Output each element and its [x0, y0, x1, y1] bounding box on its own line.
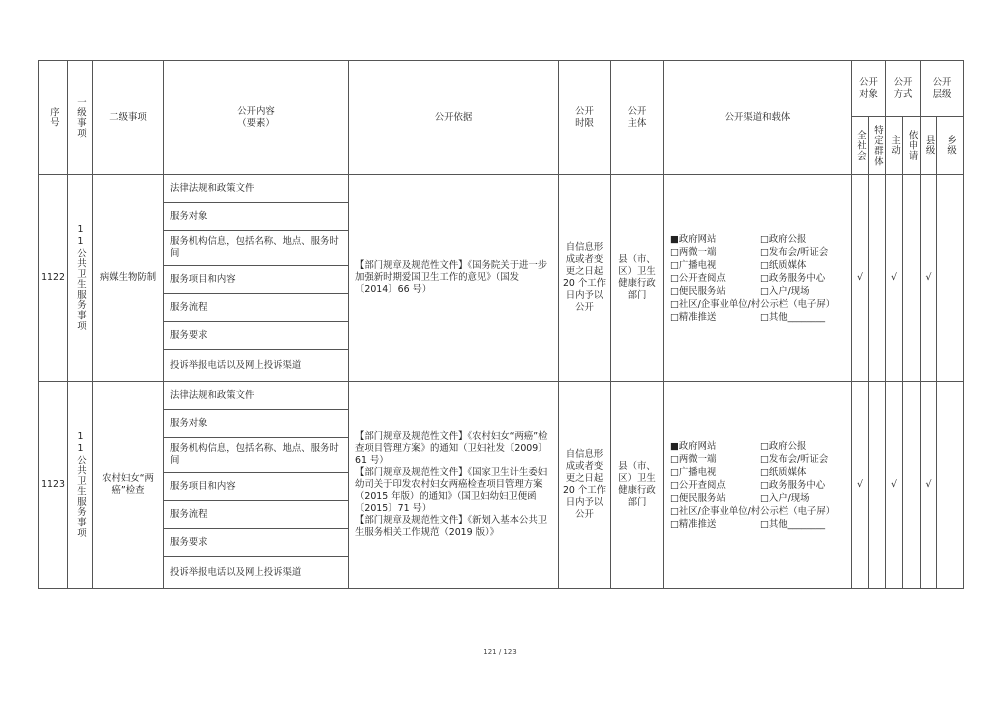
- table-row: [39, 175, 964, 203]
- content-item: 投诉举报电话以及网上投诉渠道: [164, 350, 349, 382]
- content-item: 服务流程: [164, 501, 349, 529]
- page-number: 121 / 123: [483, 648, 517, 656]
- method-active-mark: √: [886, 382, 903, 589]
- channel-option: □入户/现场: [760, 492, 810, 504]
- header-object: 公开 对象: [852, 61, 886, 117]
- level1-cell: 11公共卫生服务事项: [68, 382, 93, 589]
- header-method-request: 依申请: [903, 117, 921, 175]
- obj-all-mark: √: [852, 175, 869, 382]
- obj-all-mark: √: [852, 382, 869, 589]
- header-content: 公开内容 （要素）: [164, 61, 349, 175]
- method-active-mark: √: [886, 175, 903, 382]
- channel-option: ■政府网站: [670, 233, 717, 245]
- content-item: 服务项目和内容: [164, 473, 349, 501]
- content-item: 服务对象: [164, 203, 349, 231]
- channel-option: □纸质媒体: [760, 259, 807, 271]
- header-row-1: [39, 61, 964, 117]
- content-item: 服务项目和内容: [164, 266, 349, 294]
- content-item: 服务机构信息，包括名称、地点、服务时间: [164, 231, 349, 266]
- channel-option: □其他________: [760, 518, 826, 530]
- header-level2: 二级事项: [93, 61, 164, 175]
- method-request-mark: [903, 175, 921, 382]
- channel-option: □公开查阅点: [670, 272, 726, 284]
- header-basis: 公开依据: [349, 61, 559, 175]
- header-seq: 序号: [39, 61, 68, 175]
- channel-option: □政务服务中心: [760, 479, 826, 491]
- header-obj-all: 全社会: [852, 117, 869, 175]
- level2-cell: 农村妇女“两癌”检查: [93, 382, 164, 589]
- content-item: 服务要求: [164, 529, 349, 557]
- channel-option: □入户/现场: [760, 285, 810, 297]
- header-method-active: 主动: [886, 117, 903, 175]
- channel-option: □社区/企事业单位/村公示栏（电子屏）: [670, 298, 836, 310]
- table-row: [39, 382, 964, 410]
- channel-option: □政府公报: [760, 440, 807, 452]
- channel-option: □便民服务站: [670, 285, 726, 297]
- header-level: 公开 层级: [921, 61, 964, 117]
- channel-option: □政府公报: [760, 233, 807, 245]
- level-township-mark: [937, 175, 964, 382]
- channel-option: □其他________: [760, 311, 826, 323]
- timelimit-cell: 自信息形成或者变更之日起 20 个工作日内予以公开: [559, 175, 611, 382]
- level1-cell: 11公共卫生服务事项: [68, 175, 93, 382]
- channel-option: □便民服务站: [670, 492, 726, 504]
- header-level-county: 县级: [921, 117, 937, 175]
- timelimit-cell: 自信息形成或者变更之日起 20 个工作日内予以公开: [559, 382, 611, 589]
- content-item: 服务要求: [164, 322, 349, 350]
- channels-cell: [664, 175, 852, 382]
- basis-cell: 【部门规章及规范性文件】《国务院关于进一步加强新时期爱国卫生工作的意见》（国发〔2014〕66 号）: [349, 175, 559, 382]
- subject-cell: 县（市、区）卫生健康行政部门: [611, 382, 664, 589]
- seq-cell: 1123: [39, 382, 68, 589]
- subject-cell: 县（市、区）卫生健康行政部门: [611, 175, 664, 382]
- content-item: 服务对象: [164, 410, 349, 438]
- channel-option: □广播电视: [670, 259, 717, 271]
- channel-option: □政务服务中心: [760, 272, 826, 284]
- channel-option: □精准推送: [670, 311, 717, 323]
- level-township-mark: [937, 382, 964, 589]
- channel-option: □发布会/听证会: [760, 453, 829, 465]
- content-item: 投诉举报电话以及网上投诉渠道: [164, 557, 349, 589]
- disclosure-table: [38, 60, 964, 589]
- header-obj-specific: 特定群体: [869, 117, 886, 175]
- header-subject: 公开 主体: [611, 61, 664, 175]
- content-item: 法律法规和政策文件: [164, 175, 349, 203]
- content-item: 法律法规和政策文件: [164, 382, 349, 410]
- channel-option: □精准推送: [670, 518, 717, 530]
- content-item: 服务流程: [164, 294, 349, 322]
- header-level-township: 乡级: [937, 117, 964, 175]
- seq-cell: 1122: [39, 175, 68, 382]
- header-method: 公开 方式: [886, 61, 921, 117]
- basis-cell: 【部门规章及规范性文件】《农村妇女“两癌”检查项目管理方案》的通知（卫妇社发〔2009〕61 号） 【部门规章及规范性文件】《国家卫生计生委妇幼司关于印发农村妇女两癌检查项目管理方案（2015 年版）的通知》（国卫妇幼妇卫便函〔2015〕71 号） 【部门规章及规范性文件】《新划入基本公共卫生服务相关工作规范（2019 版）》: [349, 382, 559, 589]
- channel-option: □纸质媒体: [760, 466, 807, 478]
- channels-cell: [664, 382, 852, 589]
- level2-cell: 病媒生物防制: [93, 175, 164, 382]
- obj-specific-mark: [869, 382, 886, 589]
- method-request-mark: [903, 382, 921, 589]
- header-channels: 公开渠道和载体: [664, 61, 852, 175]
- obj-specific-mark: [869, 175, 886, 382]
- level-county-mark: √: [921, 175, 937, 382]
- channel-option: ■政府网站: [670, 440, 717, 452]
- channel-option: □两微一端: [670, 246, 717, 258]
- channel-option: □两微一端: [670, 453, 717, 465]
- header-timelimit: 公开 时限: [559, 61, 611, 175]
- channel-option: □广播电视: [670, 466, 717, 478]
- channel-option: □公开查阅点: [670, 479, 726, 491]
- channel-option: □社区/企事业单位/村公示栏（电子屏）: [670, 505, 836, 517]
- level-county-mark: √: [921, 382, 937, 589]
- channel-option: □发布会/听证会: [760, 246, 829, 258]
- header-level1: 一级事项: [68, 61, 93, 175]
- content-item: 服务机构信息，包括名称、地点、服务时间: [164, 438, 349, 473]
